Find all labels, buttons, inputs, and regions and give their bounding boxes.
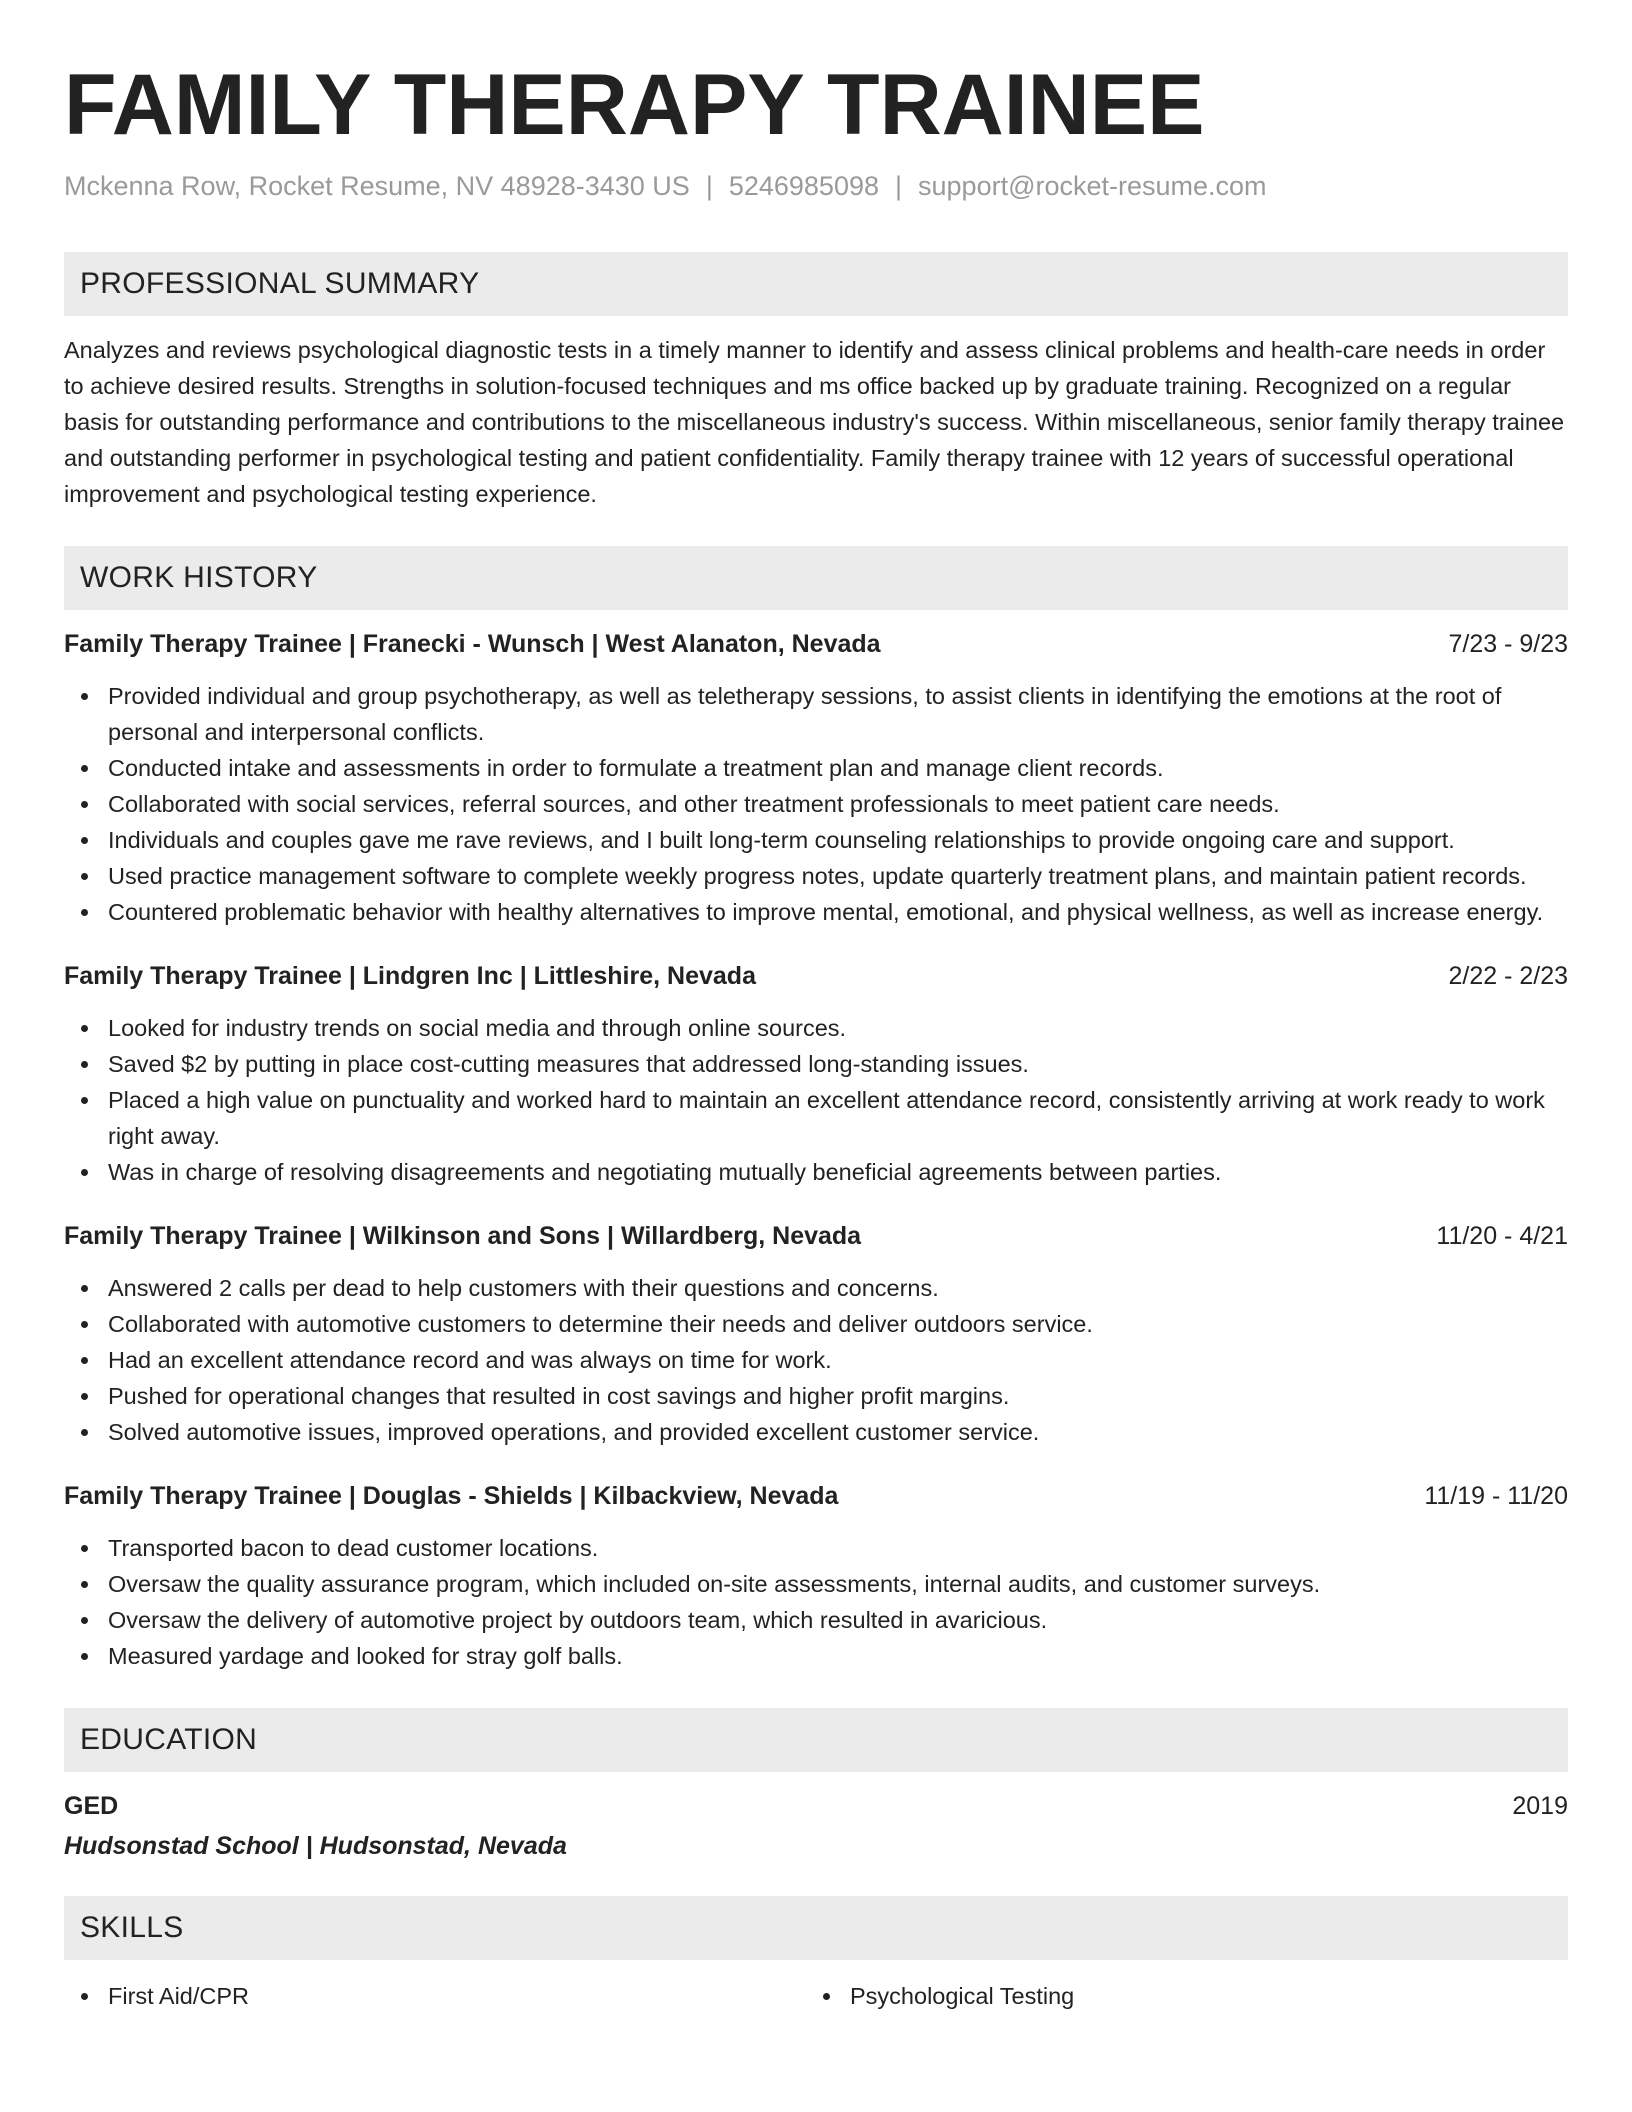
job-entry [64,628,1568,930]
job-bullets [64,1270,1568,1450]
education-year: 2019 [1512,1792,1568,1821]
contact-phone: 5246985098 [728,171,879,201]
bullet-item: Transported bacon to dead customer locations. [64,1530,1568,1566]
education-header [64,1790,1568,1822]
job-entry [64,1220,1568,1450]
education-school: Hudsonstad School | Hudsonstad, Nevada [64,1832,567,1861]
section-heading-skills: SKILLS [64,1896,1568,1960]
bullet-item: Pushed for operational changes that resulted in cost savings and higher profit margins. [64,1378,1568,1414]
candidate-name: FAMILY THERAPY TRAINEE [64,57,1205,153]
bullet-item: Measured yardage and looked for stray golf balls. [64,1638,1568,1674]
job-header [64,960,1568,992]
job-dates: 2/22 - 2/23 [1448,962,1568,991]
job-dates: 11/20 - 4/21 [1436,1222,1568,1251]
skills-column-left [64,1978,806,2014]
job-bullets [64,678,1568,930]
summary-text: Analyzes and reviews psychological diagnostic tests in a timely manner to identify and assess clinical problems and health-care needs in order to achieve desired results. Strengths in solution-focused techniques and ms office backed up by graduate training. Recognized on a regular basis for outstanding performance and contributions to the miscellaneous industry's success. Within miscellaneous, senior family therapy trainee and outstanding performer in psychological testing and patient confidentiality. Family therapy trainee with 12 years of successful operational improvement and psychological testing experience. [64,337,1565,508]
bullet-item: Solved automotive issues, improved operations, and provided excellent customer service. [64,1414,1568,1450]
skill-item: Psychological Testing [806,1978,1548,2014]
bullet-item: Used practice management software to complete weekly progress notes, update quarterly treatment plans, and maintain patient records. [64,858,1568,894]
contact-separator: | [705,171,713,201]
job-header [64,1220,1568,1252]
section-heading-education: EDUCATION [64,1708,1568,1772]
bullet-item: Placed a high value on punctuality and worked hard to maintain an excellent attendance record, consistently arriving at work ready to work right away. [64,1082,1568,1154]
contact-email: support@rocket-resume.com [918,171,1267,201]
bullet-item: Looked for industry trends on social media and through online sources. [64,1010,1568,1046]
bullet-item: Was in charge of resolving disagreements and negotiating mutually beneficial agreements between parties. [64,1154,1568,1190]
section-heading-summary: PROFESSIONAL SUMMARY [64,252,1568,316]
skills-column-right [806,1978,1548,2014]
job-title: Family Therapy Trainee | Douglas - Shields | Kilbackview, Nevada [64,1482,839,1511]
job-header [64,628,1568,660]
bullet-item: Conducted intake and assessments in order to formulate a treatment plan and manage client records. [64,750,1568,786]
job-bullets [64,1530,1568,1674]
job-title: Family Therapy Trainee | Wilkinson and Sons | Willardberg, Nevada [64,1222,862,1251]
job-header [64,1480,1568,1512]
bullet-item: Saved $2 by putting in place cost-cutting measures that addressed long-standing issues. [64,1046,1568,1082]
job-title: Family Therapy Trainee | Lindgren Inc | Littleshire, Nevada [64,962,756,991]
job-bullets [64,1010,1568,1190]
bullet-item: Oversaw the delivery of automotive project by outdoors team, which resulted in avaricious. [64,1602,1568,1638]
skill-item: First Aid/CPR [64,1978,806,2014]
bullet-item: Collaborated with automotive customers to determine their needs and deliver outdoors service. [64,1306,1568,1342]
section-heading-work-history: WORK HISTORY [64,546,1568,610]
bullet-item: Countered problematic behavior with healthy alternatives to improve mental, emotional, and physical wellness, as well as increase energy. [64,894,1568,930]
job-title: Family Therapy Trainee | Franecki - Wunsch | West Alanaton, Nevada [64,630,881,659]
skills-grid [64,1978,1568,2014]
contact-address: Mckenna Row, Rocket Resume, NV 48928-3430 US [64,171,690,201]
job-entry [64,1480,1568,1674]
job-dates: 11/19 - 11/20 [1424,1482,1568,1511]
job-entry [64,960,1568,1190]
contact-line [64,170,1568,202]
bullet-item: Had an excellent attendance record and was always on time for work. [64,1342,1568,1378]
bullet-item: Provided individual and group psychotherapy, as well as teletherapy sessions, to assist clients in identifying the emotions at the root of personal and interpersonal conflicts. [64,678,1568,750]
bullet-item: Answered 2 calls per dead to help customers with their questions and concerns. [64,1270,1568,1306]
education-degree: GED [64,1792,119,1821]
bullet-item: Oversaw the quality assurance program, which included on-site assessments, internal audits, and customer surveys. [64,1566,1568,1602]
bullet-item: Individuals and couples gave me rave reviews, and I built long-term counseling relationships to provide ongoing care and support. [64,822,1568,858]
bullet-item: Collaborated with social services, referral sources, and other treatment professionals to meet patient care needs. [64,786,1568,822]
contact-separator: | [895,171,903,201]
job-dates: 7/23 - 9/23 [1448,630,1568,659]
